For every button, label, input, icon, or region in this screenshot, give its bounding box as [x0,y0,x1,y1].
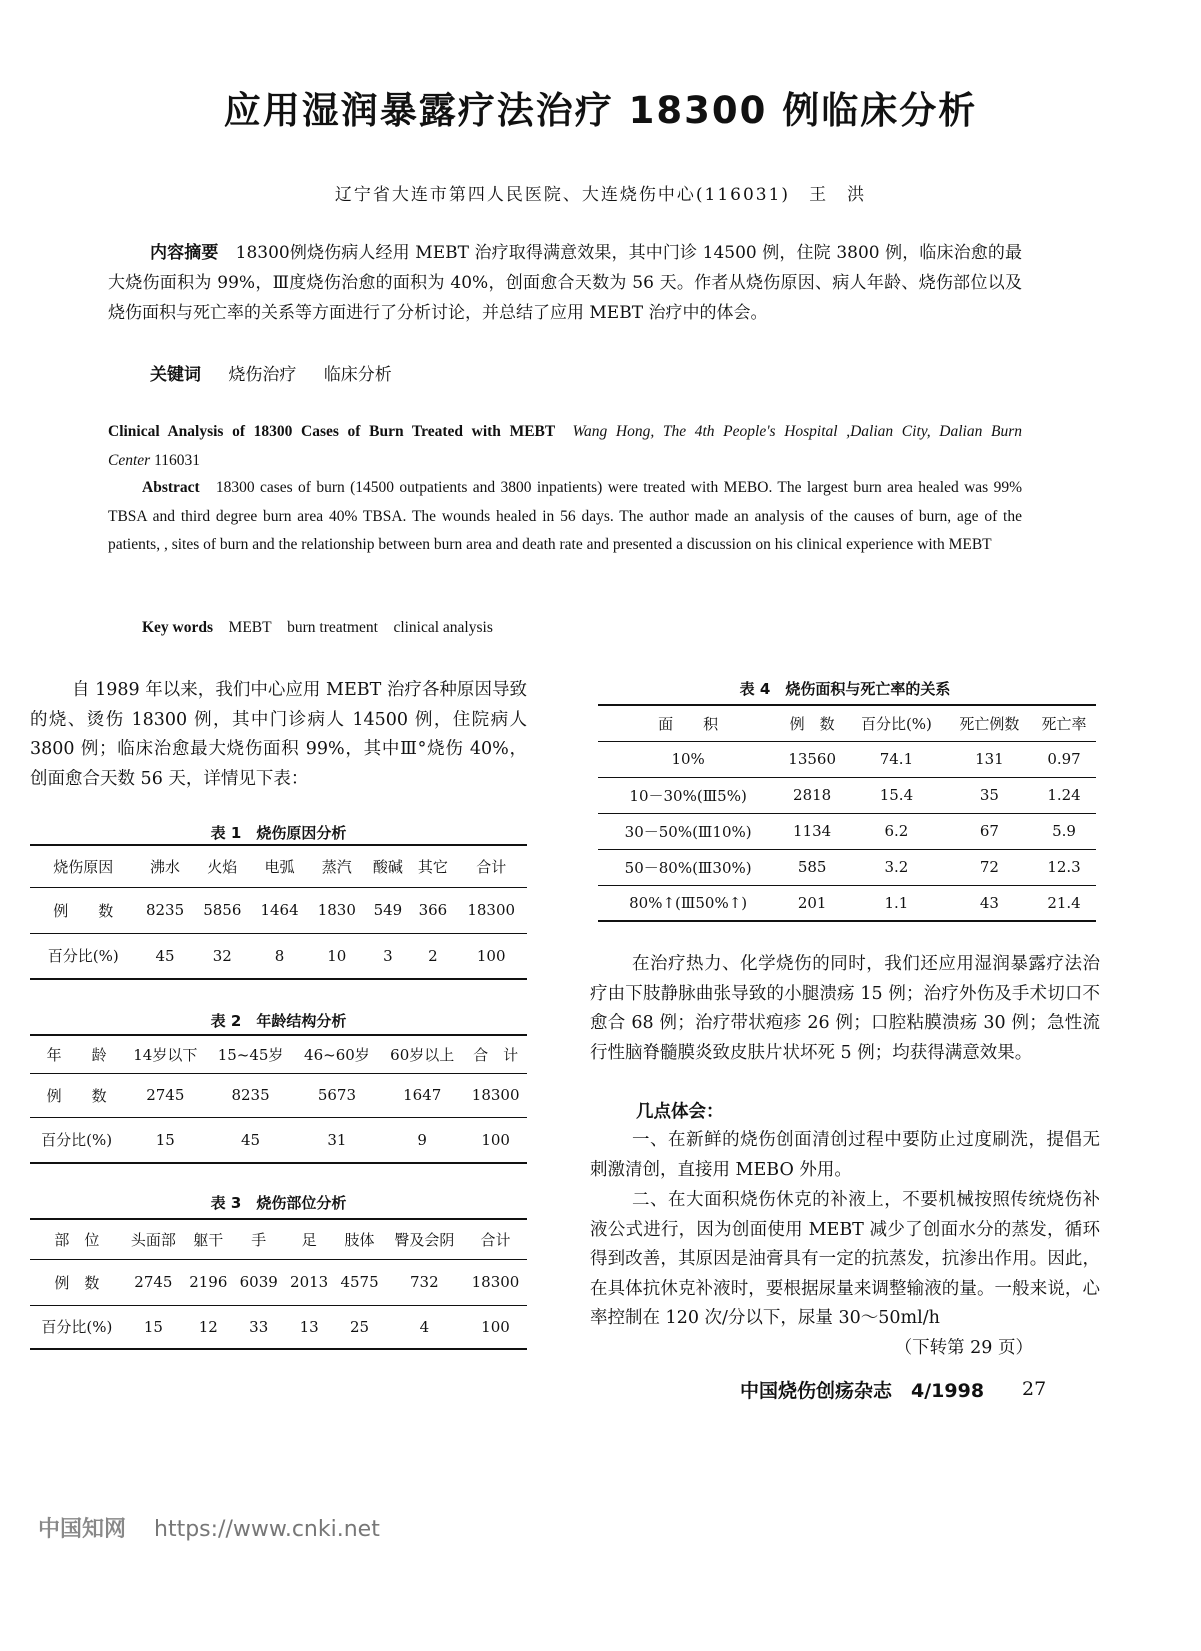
english-keywords [142,614,1056,643]
table-header: 死亡率 [1041,714,1087,733]
table-header: 合 计 [473,1045,519,1064]
table-header: 死亡例数 [959,714,1020,733]
table-cell: 100 [481,1130,510,1149]
table-cell: 18300 [471,1086,520,1104]
table-cell: 8235 [145,901,185,919]
table-cell: 4575 [340,1273,379,1291]
table1 [30,844,527,980]
table-header: 例 数 [789,714,835,733]
table-cell: 80%↑(Ⅲ50%↑) [629,893,748,912]
table-row [598,849,1096,885]
keyword: 烧伤治疗 [228,365,297,385]
english-keywords-label: Key words [142,619,214,636]
table-cell: 5856 [203,901,242,919]
table-row [30,1117,527,1163]
table-cell: 67 [979,822,999,840]
table-header: 头面部 [130,1230,176,1249]
table-cell: 3 [383,946,393,965]
table-row [30,1073,527,1117]
table-cell: 585 [797,858,827,876]
table4-caption: 表 4 烧伤面积与死亡率的关系 [739,680,951,698]
cnki-watermark [38,1512,380,1543]
table-cell: 4 [419,1317,430,1336]
table-cell: 8 [274,946,285,965]
table-cell: 2745 [146,1086,185,1104]
point-one: 一、在新鲜的烧伤创面清创过程中要防止过度刷洗，提倡无刺激清创，直接用 MEBO 外用。 [590,1130,1100,1180]
table-cell: 12.3 [1047,858,1081,876]
table-cell: 例 数 [54,1273,100,1292]
table-header: 15~45岁 [217,1045,284,1064]
table-cell: 2818 [793,786,832,804]
table-row [598,777,1096,813]
table-cell: 2745 [134,1273,173,1291]
table-header: 电弧 [264,857,295,876]
journal-footer: 中国烧伤创疡杂志 4/1998 [740,1380,985,1402]
english-abstract-text: 18300 cases of burn (14500 outpatients and 3800 inpatients) were treated with MEBO. The largest burn area healed was 99% TBSA and third degree burn area 40% TBSA. The wounds healed in 56 days. The author made an analysis of the causes of burn, age of the patients, , sites of burn and the relationship between burn area and death rate and presented a discussion on his clinical experience with MEBT [108,479,1022,553]
table-cell: 72 [979,858,999,876]
table-header: 合计 [480,1230,511,1249]
table-row [598,885,1096,921]
table-cell: 33 [249,1317,269,1336]
table-cell: 10% [671,750,705,768]
watermark-logo-text: 中国知网 [38,1517,127,1542]
english-keyword: clinical analysis [393,619,493,636]
table4 [598,704,1096,922]
table-header: 火焰 [207,857,238,876]
table1-caption: 表 1 烧伤原因分析 [210,824,347,842]
table-header: 蒸汽 [321,857,352,876]
table-cell: 15 [143,1317,163,1336]
table-header: 百分比(%) [860,714,932,733]
page-title: 应用湿润暴露疗法治疗 18300 例临床分析 [223,89,978,132]
table-cell: 1647 [403,1086,442,1104]
table-cell: 35 [979,786,999,804]
table-cell: 1.1 [884,893,909,912]
table-header: 年 龄 [46,1045,107,1064]
table-cell: 6.2 [884,822,909,840]
english-title: Clinical Analysis of 18300 Cases of Burn Treated with MEBT [108,423,556,440]
right-paragraph: 在治疗热力、化学烧伤的同时，我们还应用湿润暴露疗法治疗由下肢静脉曲张导致的小腿溃疡 15 例；治疗外伤及手术切口不愈合 68 例；治疗带状疱疹 26 例；口腔粘膜溃疡 30 例；急性流行性脑脊髓膜炎致皮肤片状坏死 5 例；均获得满意效果。 [590,954,1100,1063]
continued-note: （下转第 29 页） [894,1338,1033,1358]
table-header: 部 位 [54,1230,100,1249]
table-cell: 31 [327,1130,347,1149]
table-cell: 45 [241,1130,261,1149]
section-heading: 几点体会： [636,1102,724,1122]
table-cell: 1464 [260,901,299,919]
table-cell: 百分比(%) [41,1318,113,1337]
table-cell: 43 [979,893,999,912]
english-postcode: 116031 [154,451,200,469]
table-cell: 50－80%(Ⅲ30%) [624,858,752,877]
english-abstract [108,474,1022,560]
table-cell: 100 [476,946,506,965]
table-header: 肢体 [344,1230,375,1249]
table-header: 沸水 [150,857,181,876]
table-header: 合计 [476,857,507,876]
table3 [30,1218,527,1350]
table-cell: 8235 [231,1086,270,1104]
page-number: 27 [1022,1378,1047,1400]
table-cell: 15 [155,1130,175,1149]
table-cell: 1830 [317,901,356,919]
table-cell: 131 [975,750,1004,768]
table-cell: 2196 [189,1273,228,1291]
chinese-keywords [150,360,392,385]
table2 [30,1034,527,1164]
english-heading [108,418,1022,475]
table-header: 60岁以上 [390,1045,455,1064]
table-cell: 3.2 [884,858,909,876]
table-cell: 201 [797,893,827,912]
keyword: 临床分析 [323,365,392,385]
abstract-text: 18300例烧伤病人经用 MEBT 治疗取得满意效果，其中门诊 14500 例，住院 3800 例，临床治愈的最大烧伤面积为 99%，Ⅲ度烧伤治愈的面积为 40%，创面愈合天数为 56 天。作者从烧伤原因、病人年龄、烧伤部位以及烧伤面积与死亡率的关系等方面进行了分析讨论，并总结了应用 MEBT 治疗中的体会。 [108,243,1023,323]
table-cell: 1134 [793,822,832,840]
english-keyword: burn treatment [287,619,378,636]
table-cell: 9 [417,1130,427,1149]
table-header: 酸碱 [372,857,403,876]
table-row [30,933,527,979]
table3-caption: 表 3 烧伤部位分析 [210,1194,347,1212]
table2-caption: 表 2 年龄结构分析 [210,1012,347,1030]
table-cell: 732 [410,1273,439,1291]
table-cell: 12 [198,1317,218,1336]
table-cell: 10－30%(Ⅲ5%) [629,786,747,805]
english-keyword: MEBT [228,619,272,636]
table-cell: 45 [155,946,175,965]
table-cell: 21.4 [1047,893,1081,912]
table-cell: 2013 [290,1273,329,1291]
table-cell: 32 [212,946,232,965]
table-cell: 例 数 [46,1086,107,1105]
abstract-label: 内容摘要 [150,243,219,263]
table-cell: 15.4 [879,786,914,804]
table-row [598,813,1096,849]
table-cell: 0.97 [1047,750,1081,768]
point-two: 二、在大面积烧伤休克的补液上，不要机械按照传统烧伤补液公式进行，因为创面使用 MEBT 减少了创面水分的蒸发，循环得到改善，其原因是油膏具有一定的抗蒸发，抗渗出作用。因此，在具体抗休克补液时，要根据尿量来调整输液的量。一般来说，心率控制在 120 次/分以下，尿量 30～50ml/h [590,1190,1100,1328]
table-cell: 18300 [471,1273,520,1291]
table-row [598,741,1096,777]
table-cell: 25 [349,1317,370,1336]
table-cell: 100 [481,1317,510,1336]
table-cell: 百分比(%) [47,947,119,966]
table-header: 烧伤原因 [53,857,114,876]
table-cell: 5673 [317,1086,357,1104]
table-header: 46~60岁 [304,1045,370,1064]
table-cell: 30－50%(Ⅲ10%) [624,822,752,841]
table-cell: 74.1 [879,750,914,768]
table-cell: 6039 [239,1273,278,1291]
table-header: 其它 [417,857,448,876]
table-cell: 10 [327,946,347,965]
intro-paragraph: 自 1989 年以来，我们中心应用 MEBT 治疗各种原因导致的烧、烫伤 18300 例，其中门诊病人 14500 例，住院病人 3800 例；临床治愈最大烧伤面积 99%，其中Ⅲ°烧伤 40%，创面愈合天数 56 天，详情见下表： [30,680,527,789]
english-abstract-label: Abstract [142,479,200,496]
author-affiliation: 辽宁省大连市第四人民医院、大连烧伤中心(116031) 王 洪 [334,185,867,205]
table-header: 臀及会阴 [394,1230,455,1249]
table-cell: 13 [299,1317,319,1336]
table-cell: 13560 [788,750,836,768]
table-header: 面 积 [658,714,719,733]
table-header: 躯干 [193,1230,224,1249]
table-cell: 5.9 [1052,822,1076,840]
english-authors: Wang Hong, The 4th People's Hospital ,Dalian City, Dalian Burn Center [108,423,1022,469]
table-cell: 百分比(%) [41,1131,113,1150]
table-header: 14岁以下 [133,1045,198,1064]
table-cell: 18300 [467,901,516,919]
table-row [30,1305,527,1349]
table-cell: 366 [418,901,448,919]
table-row [30,887,527,933]
table-cell: 549 [373,901,403,919]
table-header: 手 [251,1230,267,1249]
table-cell: 1.24 [1047,786,1081,804]
watermark-url: https://www.cnki.net [154,1517,380,1542]
keywords-label: 关键词 [150,365,201,385]
chinese-abstract [108,238,1022,328]
table-row [30,1259,527,1305]
table-cell: 例 数 [53,901,114,920]
table-header: 足 [301,1230,317,1249]
table-cell: 2 [428,946,438,965]
